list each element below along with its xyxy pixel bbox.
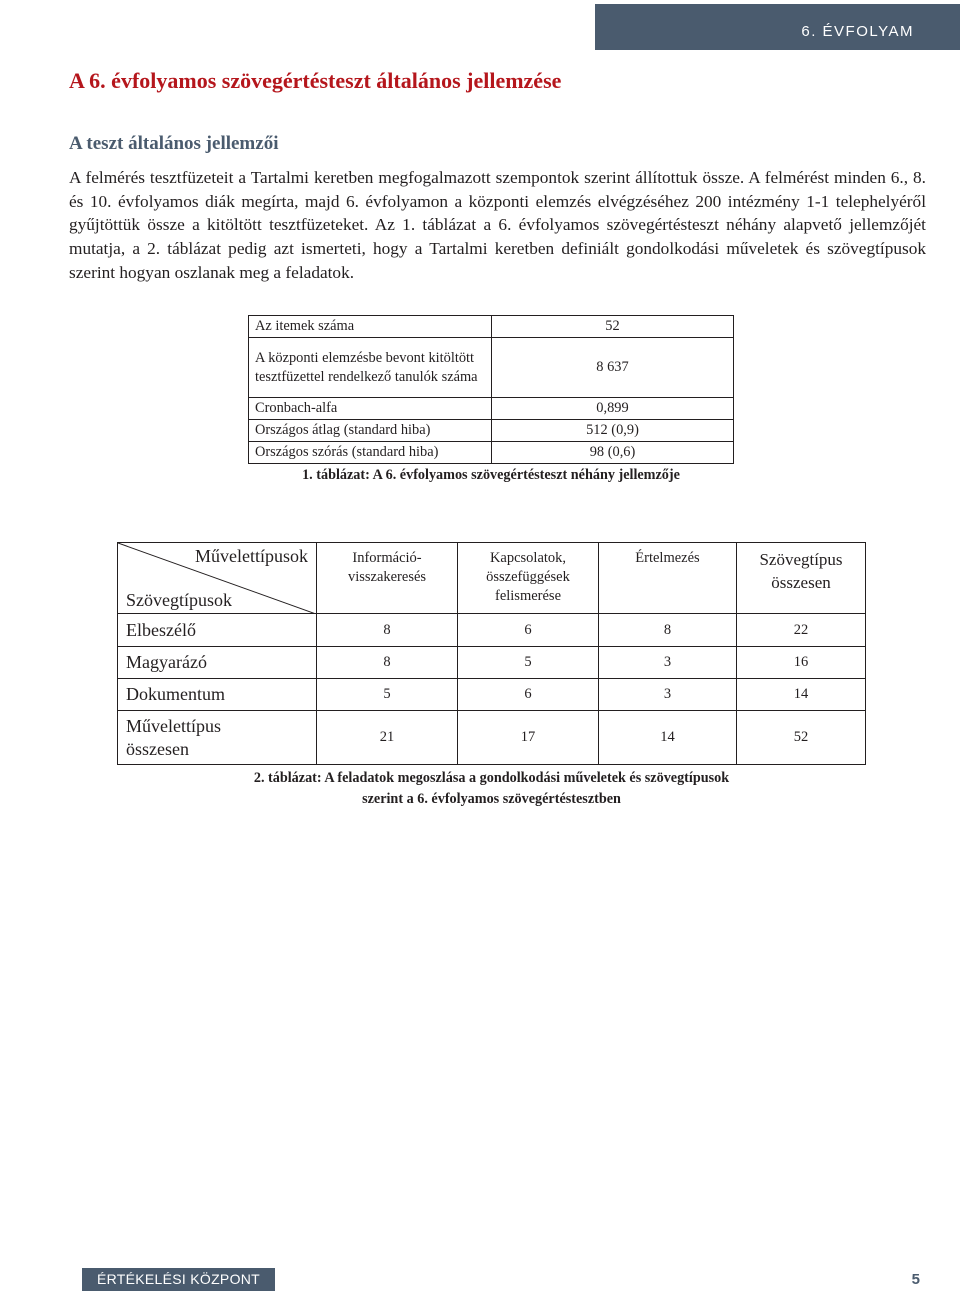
row-label-line: Művelettípus <box>126 715 221 736</box>
table-cell: 8 <box>317 647 458 679</box>
row-label: Magyarázó <box>118 647 317 679</box>
table-cell: 16 <box>737 647 866 679</box>
column-header <box>599 543 737 614</box>
column-header <box>317 543 458 614</box>
publisher-footer: ÉRTÉKELÉSI KÖZPONT <box>82 1268 275 1291</box>
table-cell: 14 <box>737 679 866 711</box>
table-corner-cell <box>118 543 317 614</box>
table-cell: 52 <box>737 711 866 765</box>
table-cell-label: Az itemek száma <box>249 316 492 338</box>
grade-label: 6. ÉVFOLYAM <box>801 23 914 40</box>
table2-caption <box>117 768 866 810</box>
row-dimension-label: Szövegtípusok <box>126 590 232 610</box>
table-cell-label: Cronbach-alfa <box>249 398 492 420</box>
table-cell: 8 <box>317 614 458 647</box>
table-cell: 5 <box>458 647 599 679</box>
table-cell: 3 <box>599 647 737 679</box>
column-header-line: Szövegtípus <box>759 550 843 569</box>
table-cell-label: Országos átlag (standard hiba) <box>249 420 492 442</box>
table2-caption-line: szerint a 6. évfolyamos szövegértéstesztben <box>362 791 621 807</box>
column-header-line: Értelmezés <box>635 550 700 566</box>
table-cell-value: 512 (0,9) <box>492 420 734 442</box>
table1-caption: 1. táblázat: A 6. évfolyamos szövegértésteszt néhány jellemzője <box>302 467 680 483</box>
table-row <box>249 420 734 442</box>
column-header-line: összesen <box>771 573 831 592</box>
table-row <box>118 711 866 765</box>
table-header-row <box>118 543 866 614</box>
table2-caption-line: 2. táblázat: A feladatok megoszlása a gondolkodási műveletek és szövegtípusok <box>253 770 730 786</box>
column-dimension-label: Művelettípusok <box>195 546 308 566</box>
table-cell: 6 <box>458 679 599 711</box>
table-cell-value: 98 (0,6) <box>492 442 734 464</box>
table-row <box>249 316 734 338</box>
intro-paragraph: A felmérés tesztfüzeteit a Tartalmi keretben megfogalmazott szempontok szerint állítottuk össze. A felmérést minden 6., 8. és 10. évfolyamos diák megírta, majd 6. évfolyamon a központi elemzés elvégzéséhez 200 intézmény 1-1 telephelyéről gyűjtöttük össze a kitöltött tesztfüzeteket. Az 1. táblázat a 6. évfolyamos szövegértésteszt néhány alapvető jellemzőjét mutatja, a 2. táblázat pedig azt ismerteti, hogy a Tartalmi keretben definiált gondolkodási műveletek és szövegtípusok szerint hogyan oszlanak meg a feladatok. <box>69 168 926 282</box>
column-header-line: Kapcsolatok, <box>489 550 567 566</box>
table-cell: 21 <box>317 711 458 765</box>
table-cell: 17 <box>458 711 599 765</box>
row-label: Dokumentum <box>118 679 317 711</box>
table-row <box>118 647 866 679</box>
table-cell: 5 <box>317 679 458 711</box>
section-title: A teszt általános jellemzői <box>69 133 279 154</box>
table-cell-label: A központi elemzésbe bevont kitöltött tesztfüzettel rendelkező tanulók száma <box>249 338 492 398</box>
grade-header-tab <box>595 4 960 50</box>
table-row <box>249 338 734 398</box>
table-cell: 14 <box>599 711 737 765</box>
table-row <box>118 679 866 711</box>
column-header-line: felismerése <box>494 588 562 604</box>
row-label-line: összesen <box>126 738 189 759</box>
table-cell: 3 <box>599 679 737 711</box>
table-cell-label: Országos szórás (standard hiba) <box>249 442 492 464</box>
table-cell: 8 <box>599 614 737 647</box>
characteristics-table <box>248 315 734 464</box>
table-cell-value: 8 637 <box>492 338 734 398</box>
table-row <box>118 614 866 647</box>
distribution-table <box>117 542 866 765</box>
column-header-line: visszakeresés <box>347 569 427 585</box>
column-header-line: Információ- <box>352 550 422 566</box>
row-label <box>118 711 317 765</box>
column-header <box>737 543 866 614</box>
column-header-line: összefüggések <box>486 569 570 585</box>
table-cell-value: 52 <box>492 316 734 338</box>
table-row <box>249 442 734 464</box>
table-row <box>249 398 734 420</box>
row-label: Elbeszélő <box>118 614 317 647</box>
table-cell: 6 <box>458 614 599 647</box>
table-cell: 22 <box>737 614 866 647</box>
column-header <box>458 543 599 614</box>
table-cell-value: 0,899 <box>492 398 734 420</box>
page-number: 5 <box>911 1271 920 1288</box>
document-title: A 6. évfolyamos szövegértésteszt általános jellemzése <box>69 68 562 93</box>
